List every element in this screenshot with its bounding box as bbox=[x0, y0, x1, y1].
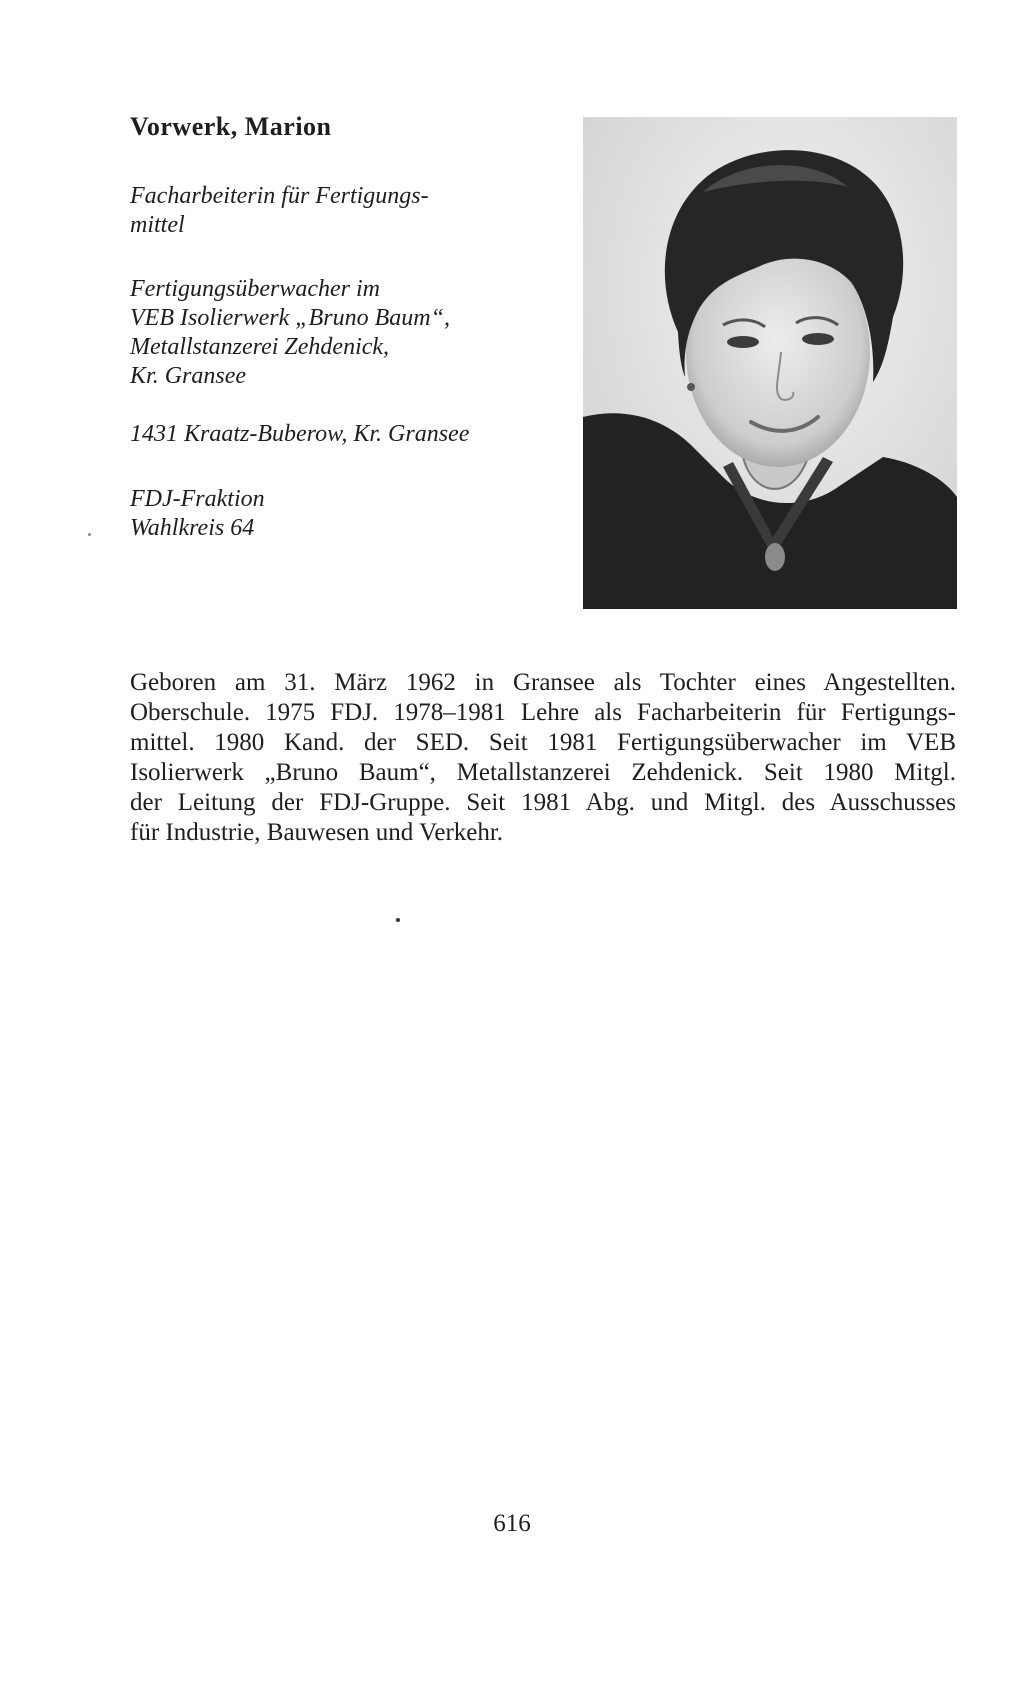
position-line: Metallstanzerei Zehdenick, bbox=[130, 334, 390, 360]
occupation bbox=[130, 182, 570, 240]
faction-block bbox=[130, 485, 570, 543]
biography-line: Isolierwerk „Bruno Baum“, Metallstanzerei Zehdenick. Seit 1980 Mitgl. bbox=[130, 759, 956, 786]
faction: FDJ-Fraktion bbox=[130, 486, 265, 512]
biography bbox=[130, 668, 956, 848]
biography-line: Geboren am 31. März 1962 in Gransee als Tochter eines Angestellten. bbox=[130, 669, 956, 696]
entry-name: Vorwerk, Marion bbox=[130, 112, 332, 141]
biography-line: Oberschule. 1975 FDJ. 1978–1981 Lehre als Facharbeiterin für Fertigungs- bbox=[130, 699, 956, 726]
biography-line: mittel. 1980 Kand. der SED. Seit 1981 Fertigungsüberwacher im VEB bbox=[130, 729, 956, 756]
address-line: 1431 Kraatz-Buberow, Kr. Gransee bbox=[130, 421, 470, 447]
page-number: 616 bbox=[493, 1510, 531, 1537]
stray-dot bbox=[396, 918, 400, 922]
workplace-position bbox=[130, 275, 570, 391]
portrait-photo bbox=[583, 117, 957, 609]
constituency: Wahlkreis 64 bbox=[130, 515, 255, 541]
margin-mark bbox=[88, 533, 91, 536]
position-line: VEB Isolierwerk „Bruno Baum“, bbox=[130, 305, 450, 331]
biography-line: der Leitung der FDJ-Gruppe. Seit 1981 Abg. und Mitgl. des Ausschusses bbox=[130, 789, 956, 816]
occupation-line: mittel bbox=[130, 212, 185, 238]
occupation-line: Facharbeiterin für Fertigungs- bbox=[130, 183, 429, 209]
biography-line: für Industrie, Bauwesen und Verkehr. bbox=[130, 819, 504, 846]
position-line: Fertigungsüberwacher im bbox=[130, 276, 380, 302]
position-line: Kr. Gransee bbox=[130, 363, 247, 389]
address bbox=[130, 420, 570, 449]
